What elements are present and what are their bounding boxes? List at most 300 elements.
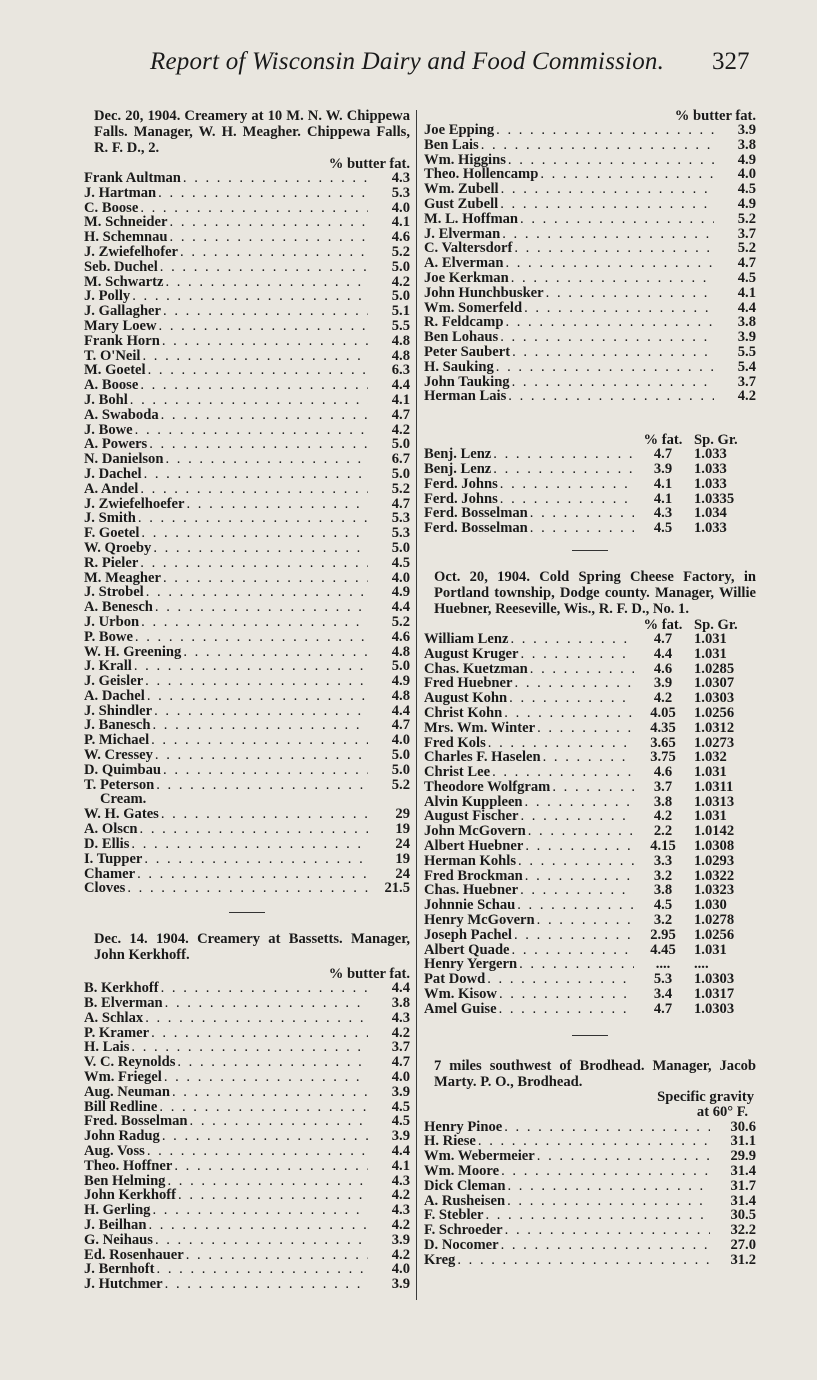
leader-dots bbox=[163, 763, 368, 778]
row-value: 5.3 bbox=[391, 510, 410, 527]
row-name: M. L. Hoffman bbox=[424, 210, 519, 227]
leader-dots bbox=[520, 809, 634, 824]
row-specific-gravity: 1.033 bbox=[694, 446, 727, 463]
row-name: V. C. Reynolds bbox=[84, 1054, 176, 1071]
table-row bbox=[84, 1159, 410, 1174]
row-value: 4.9 bbox=[391, 584, 410, 601]
leader-dots bbox=[493, 447, 634, 462]
leader-dots bbox=[140, 482, 368, 497]
table-row bbox=[84, 304, 410, 319]
table-row bbox=[424, 824, 756, 839]
leader-dots bbox=[161, 981, 368, 996]
row-name: John McGovern bbox=[424, 823, 526, 840]
row-name: H. Riese bbox=[424, 1133, 476, 1150]
row-name: Bill Redline bbox=[84, 1098, 158, 1115]
data-table bbox=[84, 981, 410, 1292]
leader-dots bbox=[172, 1085, 368, 1100]
row-name: Chas. Kuetzman bbox=[424, 660, 528, 677]
leader-dots bbox=[135, 630, 368, 645]
row-name: J. Bowe bbox=[84, 421, 133, 438]
leader-dots bbox=[155, 1233, 368, 1248]
leader-dots bbox=[505, 256, 714, 271]
table-row bbox=[84, 837, 410, 852]
row-name: J. Shindler bbox=[84, 702, 153, 719]
row-value: 4.4 bbox=[391, 599, 410, 616]
row-fat: 4.2 bbox=[653, 690, 673, 707]
row-specific-gravity: 1.0322 bbox=[694, 867, 735, 884]
page-header bbox=[0, 48, 817, 78]
row-value: 24 bbox=[395, 865, 410, 882]
row-specific-gravity: 1.0293 bbox=[694, 852, 735, 869]
row-name: D. Ellis bbox=[84, 836, 130, 853]
leader-dots bbox=[519, 957, 634, 972]
row-name: F. Schroeder bbox=[424, 1222, 503, 1239]
row-name: H. Sauking bbox=[424, 358, 494, 375]
row-value: 5.1 bbox=[391, 303, 410, 320]
row-value: 3.8 bbox=[391, 995, 410, 1012]
leader-dots bbox=[145, 674, 368, 689]
row-name: Johnnie Schau bbox=[424, 897, 516, 914]
row-value: 3.9 bbox=[391, 1128, 410, 1145]
row-name: August Kruger bbox=[424, 645, 519, 662]
row-specific-gravity: 1.031 bbox=[694, 645, 727, 662]
row-fat: 4.2 bbox=[653, 808, 673, 825]
row-name: J. Banesch bbox=[84, 717, 151, 734]
column-header bbox=[424, 1090, 756, 1120]
table-row bbox=[424, 972, 756, 987]
row-name: Fred. Bosselman bbox=[84, 1113, 188, 1130]
sg-header: Sp. Gr. bbox=[694, 432, 738, 449]
table-row bbox=[84, 881, 410, 896]
row-name: Pat Dowd bbox=[424, 971, 486, 988]
row-fat: 4.35 bbox=[650, 719, 676, 736]
row-value: 4.3 bbox=[391, 170, 410, 186]
data-table bbox=[84, 171, 410, 792]
row-value: 4.3 bbox=[391, 1202, 410, 1219]
row-name: J. Hutchmer bbox=[84, 1276, 163, 1293]
row-value: 4.0 bbox=[391, 732, 410, 749]
table-row bbox=[84, 733, 410, 748]
row-name: A. Boose bbox=[84, 377, 139, 394]
row-name: T. Peterson bbox=[84, 776, 155, 793]
row-value: 3.9 bbox=[391, 1231, 410, 1248]
table-row bbox=[84, 600, 410, 615]
row-value: 4.1 bbox=[391, 1157, 410, 1174]
row-name: Gust Zubell bbox=[424, 195, 499, 212]
row-value: 4.5 bbox=[391, 1113, 410, 1130]
row-name: Ben Lais bbox=[424, 136, 479, 153]
leader-dots bbox=[509, 691, 634, 706]
row-name: Frank Horn bbox=[84, 332, 160, 349]
row-name: D. Nocomer bbox=[424, 1237, 499, 1254]
table-row bbox=[84, 171, 410, 186]
table-row bbox=[424, 943, 756, 958]
leader-dots bbox=[505, 1223, 710, 1238]
leader-dots bbox=[130, 393, 368, 408]
row-value: 4.3 bbox=[391, 1009, 410, 1026]
fat-header: % fat. bbox=[643, 432, 683, 449]
row-value: 5.0 bbox=[391, 658, 410, 675]
row-name: Wm. Somerfeld bbox=[424, 299, 523, 316]
leader-dots bbox=[155, 748, 368, 763]
row-value: 4.7 bbox=[391, 1054, 410, 1071]
row-fat: 3.8 bbox=[653, 793, 673, 810]
row-name: F. Goetel bbox=[84, 525, 140, 542]
row-value: 5.5 bbox=[391, 317, 410, 334]
row-name: August Kohn bbox=[424, 690, 508, 707]
table-row bbox=[84, 186, 410, 201]
table-row bbox=[424, 647, 756, 662]
row-name: Wm. Friegel bbox=[84, 1069, 162, 1086]
leader-dots bbox=[518, 854, 634, 869]
leader-dots bbox=[163, 304, 368, 319]
row-name: Wm. Higgins bbox=[424, 151, 506, 168]
row-value: 4.6 bbox=[391, 229, 410, 246]
row-fat: 3.3 bbox=[653, 852, 673, 869]
leader-dots bbox=[512, 375, 714, 390]
row-value: 5.2 bbox=[737, 240, 756, 257]
table-row bbox=[424, 765, 756, 780]
data-table bbox=[424, 447, 756, 536]
table-row bbox=[84, 349, 410, 364]
row-name: P. Kramer bbox=[84, 1024, 150, 1041]
row-name: J. Bernhoft bbox=[84, 1261, 155, 1278]
row-value: 4.9 bbox=[737, 195, 756, 212]
row-value: 5.0 bbox=[391, 761, 410, 778]
row-name: Frank Aultman bbox=[84, 170, 181, 186]
leader-dots bbox=[530, 506, 634, 521]
row-name: Aug. Neuman bbox=[84, 1083, 170, 1100]
row-name: Amel Guise bbox=[424, 1000, 497, 1017]
table-row bbox=[424, 167, 756, 182]
leader-dots bbox=[134, 659, 368, 674]
table-row bbox=[84, 275, 410, 290]
row-name: Henry Pinoe bbox=[424, 1118, 503, 1135]
row-name: J. Polly bbox=[84, 288, 131, 305]
row-name: Henry McGovern bbox=[424, 912, 535, 929]
leader-dots bbox=[502, 227, 714, 242]
table-row bbox=[84, 245, 410, 260]
table-row bbox=[424, 1149, 756, 1164]
row-name: J. Dachel bbox=[84, 465, 142, 482]
table-row bbox=[84, 541, 410, 556]
row-value: 4.8 bbox=[391, 332, 410, 349]
table-row bbox=[424, 271, 756, 286]
leader-dots bbox=[514, 241, 714, 256]
table-row bbox=[424, 227, 756, 242]
table-row bbox=[424, 360, 756, 375]
row-name: J. Smith bbox=[84, 510, 136, 527]
row-name: R. Pieler bbox=[84, 554, 139, 571]
table-row bbox=[424, 521, 756, 536]
table-row bbox=[424, 1002, 756, 1017]
row-value: 5.5 bbox=[737, 343, 756, 360]
leader-dots bbox=[525, 795, 634, 810]
leader-dots bbox=[151, 733, 368, 748]
row-specific-gravity: 1.0303 bbox=[694, 1000, 735, 1017]
table-row bbox=[84, 674, 410, 689]
leader-dots bbox=[174, 1159, 368, 1174]
row-name: A. Swaboda bbox=[84, 406, 159, 423]
row-name: F. Stebler bbox=[424, 1207, 484, 1224]
leader-dots bbox=[485, 1208, 710, 1223]
row-value: 3.7 bbox=[391, 1039, 410, 1056]
row-name: M. Goetel bbox=[84, 362, 146, 379]
table-row bbox=[424, 1253, 756, 1268]
table-row bbox=[84, 822, 410, 837]
row-value: 5.2 bbox=[391, 613, 410, 630]
leader-dots bbox=[148, 363, 368, 378]
row-name: Joe Kerkman bbox=[424, 269, 509, 286]
leader-dots bbox=[508, 153, 714, 168]
row-specific-gravity: 1.031 bbox=[694, 941, 727, 958]
row-specific-gravity: 1.0256 bbox=[694, 704, 735, 721]
row-name: Wm. Webermeier bbox=[424, 1148, 535, 1165]
row-name: Peter Saubert bbox=[424, 343, 511, 360]
row-specific-gravity: 1.032 bbox=[694, 749, 727, 766]
leader-dots bbox=[147, 689, 368, 704]
row-name: G. Neihaus bbox=[84, 1231, 153, 1248]
table-row bbox=[84, 511, 410, 526]
table-row bbox=[84, 630, 410, 645]
row-name: Cloves bbox=[84, 880, 126, 897]
leader-dots bbox=[140, 556, 368, 571]
table-row bbox=[424, 197, 756, 212]
row-specific-gravity: 1.0142 bbox=[694, 823, 735, 840]
leader-dots bbox=[142, 349, 368, 364]
table-row bbox=[424, 750, 756, 765]
row-value: 4.4 bbox=[391, 377, 410, 394]
row-value: 5.0 bbox=[391, 465, 410, 482]
leader-dots bbox=[510, 632, 634, 647]
data-table bbox=[424, 1120, 756, 1268]
row-value: 3.8 bbox=[737, 136, 756, 153]
row-name: A. Schlax bbox=[84, 1009, 144, 1026]
table-row bbox=[84, 748, 410, 763]
row-name: J. Elverman bbox=[424, 225, 501, 242]
row-name: Ferd. Bosselman bbox=[424, 505, 528, 522]
leader-dots bbox=[500, 330, 714, 345]
leader-dots bbox=[504, 1120, 710, 1135]
leader-dots bbox=[153, 541, 368, 556]
table-row bbox=[424, 492, 756, 507]
leader-dots bbox=[141, 615, 368, 630]
row-specific-gravity: 1.0311 bbox=[694, 778, 734, 795]
row-value: 4.0 bbox=[391, 1069, 410, 1086]
leader-dots bbox=[156, 778, 368, 793]
row-value: 19 bbox=[395, 821, 410, 838]
row-value: 4.2 bbox=[391, 1024, 410, 1041]
leader-dots bbox=[520, 883, 634, 898]
row-fat: 4.6 bbox=[653, 764, 673, 781]
table-row bbox=[424, 256, 756, 271]
row-fat: 3.4 bbox=[653, 986, 673, 1003]
row-specific-gravity: 1.031 bbox=[694, 764, 727, 781]
row-value: 6.7 bbox=[391, 451, 410, 468]
leader-dots bbox=[187, 497, 369, 512]
section-divider bbox=[572, 550, 608, 551]
leader-dots bbox=[167, 1174, 368, 1189]
row-fat: 3.7 bbox=[653, 778, 673, 795]
table-row bbox=[84, 452, 410, 467]
table-row bbox=[84, 1040, 410, 1055]
row-value: 5.0 bbox=[391, 539, 410, 556]
row-name: W. H. Greening bbox=[84, 643, 182, 660]
row-name: J. Zwiefelhoefer bbox=[84, 495, 185, 512]
row-name: Albert Quade bbox=[424, 941, 510, 958]
row-name: A. Andel bbox=[84, 480, 139, 497]
table-row bbox=[84, 1026, 410, 1041]
row-value: 4.4 bbox=[737, 299, 756, 316]
table-row bbox=[424, 632, 756, 647]
row-name: Kreg bbox=[424, 1251, 456, 1268]
leader-dots bbox=[162, 334, 368, 349]
leader-dots bbox=[170, 215, 368, 230]
row-value: 4.0 bbox=[391, 199, 410, 216]
table-row bbox=[84, 659, 410, 674]
row-value: 4.8 bbox=[391, 347, 410, 364]
row-value: 4.7 bbox=[737, 255, 756, 272]
leader-dots bbox=[499, 1002, 634, 1017]
table-row bbox=[84, 363, 410, 378]
leader-dots bbox=[512, 943, 634, 958]
section-intro: 7 miles southwest of Brodhead. Manager, Jacob Marty. P. O., Brodhead. bbox=[434, 1057, 756, 1090]
leader-dots bbox=[496, 123, 714, 138]
row-name: W. Cressey bbox=[84, 747, 153, 764]
row-fat: 3.75 bbox=[650, 749, 676, 766]
table-row bbox=[84, 867, 410, 882]
leader-dots bbox=[537, 721, 634, 736]
row-name: Theo. Hollencamp bbox=[424, 166, 539, 183]
row-value: 3.8 bbox=[737, 314, 756, 331]
row-name: Henry Yergern bbox=[424, 956, 518, 973]
table-row bbox=[84, 378, 410, 393]
row-specific-gravity: 1.0323 bbox=[694, 882, 735, 899]
table-row bbox=[424, 375, 756, 390]
row-fat: 5.3 bbox=[653, 971, 673, 988]
row-name: Ferd. Johns bbox=[424, 475, 498, 492]
row-name: Chas. Huebner bbox=[424, 882, 519, 899]
row-name: A. Powers bbox=[84, 436, 148, 453]
row-name: C. Boose bbox=[84, 199, 139, 216]
table-row bbox=[84, 585, 410, 600]
row-name: Benj. Lenz bbox=[424, 446, 492, 463]
table-row bbox=[424, 301, 756, 316]
leader-dots bbox=[508, 389, 714, 404]
table-row bbox=[424, 795, 756, 810]
row-fat: 4.5 bbox=[653, 520, 673, 537]
table-row bbox=[424, 883, 756, 898]
table-row bbox=[84, 571, 410, 586]
running-title: Report of Wisconsin Dairy and Food Commission. bbox=[150, 48, 665, 75]
leader-dots bbox=[537, 913, 634, 928]
row-name: Christ Lee bbox=[424, 764, 491, 781]
leader-dots bbox=[159, 1100, 368, 1115]
row-value: 5.0 bbox=[391, 258, 410, 275]
row-specific-gravity: .... bbox=[694, 956, 709, 973]
row-name: Mary Loew bbox=[84, 317, 157, 334]
row-value: 4.7 bbox=[391, 717, 410, 734]
leader-dots bbox=[140, 201, 368, 216]
table-row bbox=[424, 138, 756, 153]
table-row bbox=[424, 286, 756, 301]
row-value: 5.0 bbox=[391, 747, 410, 764]
leader-dots bbox=[131, 837, 368, 852]
leader-dots bbox=[180, 245, 368, 260]
row-name: August Fischer bbox=[424, 808, 519, 825]
row-value: 31.1 bbox=[730, 1133, 756, 1150]
row-value: 3.7 bbox=[737, 225, 756, 242]
row-specific-gravity: 1.033 bbox=[694, 520, 727, 537]
row-name: Ferd. Bosselman bbox=[424, 520, 528, 537]
row-name: Benj. Lenz bbox=[424, 460, 492, 477]
row-name: Ed. Rosenhauer bbox=[84, 1246, 184, 1263]
row-specific-gravity: 1.0285 bbox=[694, 660, 735, 677]
table-row bbox=[84, 689, 410, 704]
leader-dots bbox=[132, 289, 368, 304]
row-value: 32.2 bbox=[730, 1222, 756, 1239]
row-name: D. Quimbau bbox=[84, 761, 162, 778]
table-row bbox=[84, 1277, 410, 1292]
leader-dots bbox=[552, 780, 634, 795]
row-name: N. Danielson bbox=[84, 451, 164, 468]
row-value: 3.9 bbox=[391, 1276, 410, 1293]
leader-dots bbox=[501, 182, 714, 197]
row-name: J. Bohl bbox=[84, 391, 128, 408]
row-name: C. Valtersdorf bbox=[424, 240, 513, 257]
row-name: Christ Kohn bbox=[424, 704, 503, 721]
row-fat: 4.6 bbox=[653, 660, 673, 677]
row-name: Dick Cleman bbox=[424, 1177, 506, 1194]
row-name: Joe Epping bbox=[424, 122, 495, 138]
table-row bbox=[84, 408, 410, 423]
table-row bbox=[84, 615, 410, 630]
row-name: R. Feldcamp bbox=[424, 314, 504, 331]
table-row bbox=[424, 869, 756, 884]
row-specific-gravity: 1.034 bbox=[694, 505, 727, 522]
row-fat: 3.9 bbox=[653, 460, 673, 477]
row-name: A. Elverman bbox=[424, 255, 504, 272]
leader-dots bbox=[186, 1248, 368, 1263]
table-row bbox=[84, 1085, 410, 1100]
row-name: B. Elverman bbox=[84, 995, 163, 1012]
row-specific-gravity: 1.033 bbox=[694, 460, 727, 477]
row-value: 4.0 bbox=[737, 166, 756, 183]
row-name: Ferd. Johns bbox=[424, 490, 498, 507]
table-row bbox=[84, 215, 410, 230]
row-name: J. Urbon bbox=[84, 613, 140, 630]
table-row bbox=[424, 330, 756, 345]
row-value: 3.9 bbox=[737, 329, 756, 346]
table-row bbox=[84, 1144, 410, 1159]
leader-dots bbox=[177, 1055, 368, 1070]
table-row bbox=[424, 182, 756, 197]
leader-dots bbox=[511, 271, 714, 286]
leader-dots bbox=[160, 260, 368, 275]
table-row bbox=[424, 1134, 756, 1149]
table-row bbox=[84, 852, 410, 867]
row-value: 4.1 bbox=[737, 284, 756, 301]
table-row bbox=[84, 467, 410, 482]
row-fat: .... bbox=[655, 956, 671, 973]
cream-table bbox=[84, 807, 410, 896]
row-specific-gravity: 1.0256 bbox=[694, 926, 735, 943]
row-specific-gravity: 1.031 bbox=[694, 630, 727, 647]
row-name: Charles F. Haselen bbox=[424, 749, 541, 766]
row-name: John Kerkhoff bbox=[84, 1187, 177, 1204]
table-row bbox=[424, 898, 756, 913]
leader-dots bbox=[161, 807, 368, 822]
